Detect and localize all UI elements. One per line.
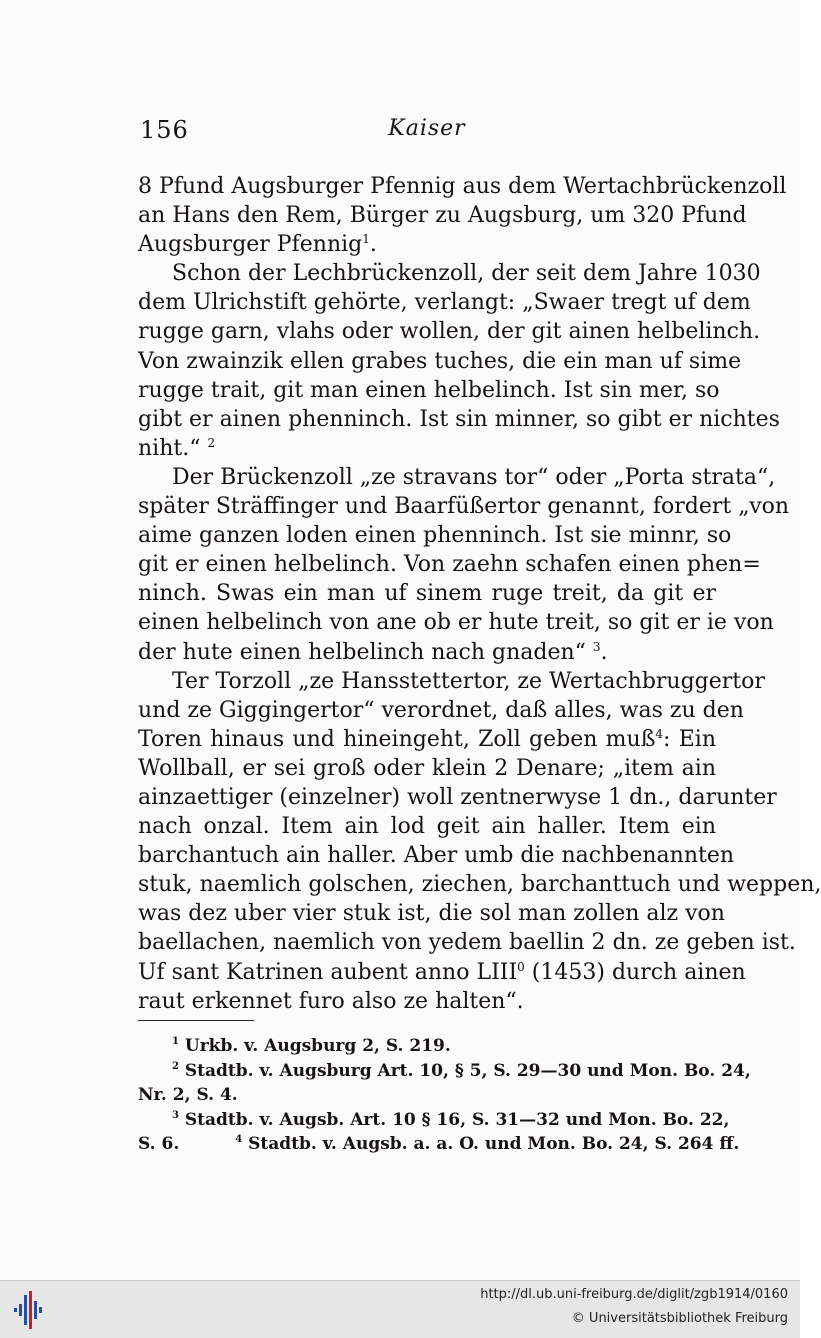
text-line: und ze Giggingertor“ verordnet, daß alles, was zu den (138, 697, 744, 723)
page-number: 156 (140, 116, 189, 144)
footnote-ref: 2 (207, 435, 216, 450)
text-line: Ter Torzoll „ze Hansstettertor, ze Wertachbruggertor (172, 668, 765, 694)
text-line: Der Brückenzoll „ze stravans tor“ oder „Porta strata“, (172, 464, 776, 490)
footnotes (138, 1034, 751, 1157)
text-line: Wollball, er sei groß oder klein 2 Denare; „item ain (138, 755, 716, 781)
text-line: nach onzal. Item ain lod geit ain haller. Item ein (138, 814, 716, 840)
text-line: gibt er ainen phenninch. Ist sin minner, so gibt er nichtes (138, 406, 780, 432)
document-url[interactable]: http://dl.ub.uni-freiburg.de/diglit/zgb1914/0160 (480, 1287, 788, 1302)
text-line: barchantuch ain haller. Aber umb die nachbenannten (138, 843, 735, 869)
text-line: raut erkennet furo also ze halten“. (138, 988, 524, 1014)
text-line: stuk, naemlich golschen, ziechen, barchanttuch und weppen, (138, 872, 821, 898)
text-line: was dez uber vier stuk ist, die sol man zollen alz von (138, 901, 725, 927)
text-line: aime ganzen loden einen phenninch. Ist sie minnr, so (138, 523, 732, 549)
footnote-4: Stadtb. v. Augsb. a. a. O. und Mon. Bo. 24, S. 264 ff. (248, 1134, 740, 1154)
footnote-4-num: 4 (235, 1134, 243, 1145)
text-line: an Hans den Rem, Bürger zu Augsburg, um 320 Pfund (138, 203, 747, 229)
text-line: baellachen, naemlich von yedem baellin 2 dn. ze geben ist. (138, 930, 796, 956)
text-line: 8 Pfund Augsburger Pfennig aus dem Wertachbrückenzoll (138, 174, 787, 199)
text-line: ainzaettiger (einzelner) woll zentnerwyse 1 dn., darunter (138, 784, 777, 810)
ub-freiburg-logo-icon[interactable] (14, 1291, 44, 1329)
text-line: später Sträffinger und Baarfüßertor genannt, fordert „von (138, 494, 790, 520)
footnote-2: $^2$ Stadtb. v. Augsburg Art. 10, § 5, S. 29—30 und Mon. Bo. 24, (172, 1060, 751, 1081)
footnote-ref: 1 (362, 232, 370, 247)
text-line: der hute einen helbelinch nach gnaden“ $^3$. (138, 639, 608, 665)
text-line: Schon der Lechbrückenzoll, der seit dem Jahre 1030 (172, 261, 761, 287)
footnote-3: $^3$ Stadtb. v. Augsb. Art. 10 § 16, S. 31—32 und Mon. Bo. 22, (172, 1109, 730, 1130)
text-line: Toren hinaus und hineingeht, Zoll geben muß$^4$: Ein (138, 726, 717, 752)
running-head: Kaiser (388, 116, 466, 141)
copyright-notice: © Universitätsbibliothek Freiburg (571, 1311, 788, 1326)
text-line: Augsburger Pfennig$^1$. (138, 232, 377, 258)
text-line: rugge garn, vlahs oder wollen, der git ainen helbelinch. (138, 319, 761, 345)
text-line: Uf sant Katrinen aubent anno LIII$^0$ (1453) durch ainen (138, 959, 746, 985)
body-text (138, 172, 821, 1016)
footnote-3-cont: S. 6. $^4$ Stadtb. v. Augsb. a. a. O. und Mon. Bo. 24, S. 264 ff. (138, 1134, 740, 1154)
footnote-ref: 3 (592, 639, 601, 654)
text-line: Von zwainzik ellen grabes tuches, die ein man uf sime (138, 348, 742, 374)
footnote-2-cont: Nr. 2, S. 4. (138, 1085, 238, 1105)
text-line: dem Ulrichstift gehörte, verlangt: „Swaer tregt uf dem (138, 290, 751, 316)
viewer-footer (0, 1280, 800, 1338)
text-line: rugge trait, git man einen helbelinch. Ist sin mer, so (138, 377, 720, 403)
text-line: einen helbelinch von ane ob er hute treit, so git er ie von (138, 610, 774, 636)
text-line: git er einen helbelinch. Von zaehn schafen einen phen= (138, 552, 761, 578)
footnote-divider (138, 1020, 254, 1021)
footnote-1: $^1$ Urkb. v. Augsburg 2, S. 219. (172, 1036, 451, 1056)
text-line: niht.“ $^2$ (138, 435, 216, 461)
footnote-ref: 4 (655, 726, 664, 741)
text-line: ninch. Swas ein man uf sinem ruge treit, da git er (138, 581, 716, 607)
page-header (140, 116, 714, 148)
